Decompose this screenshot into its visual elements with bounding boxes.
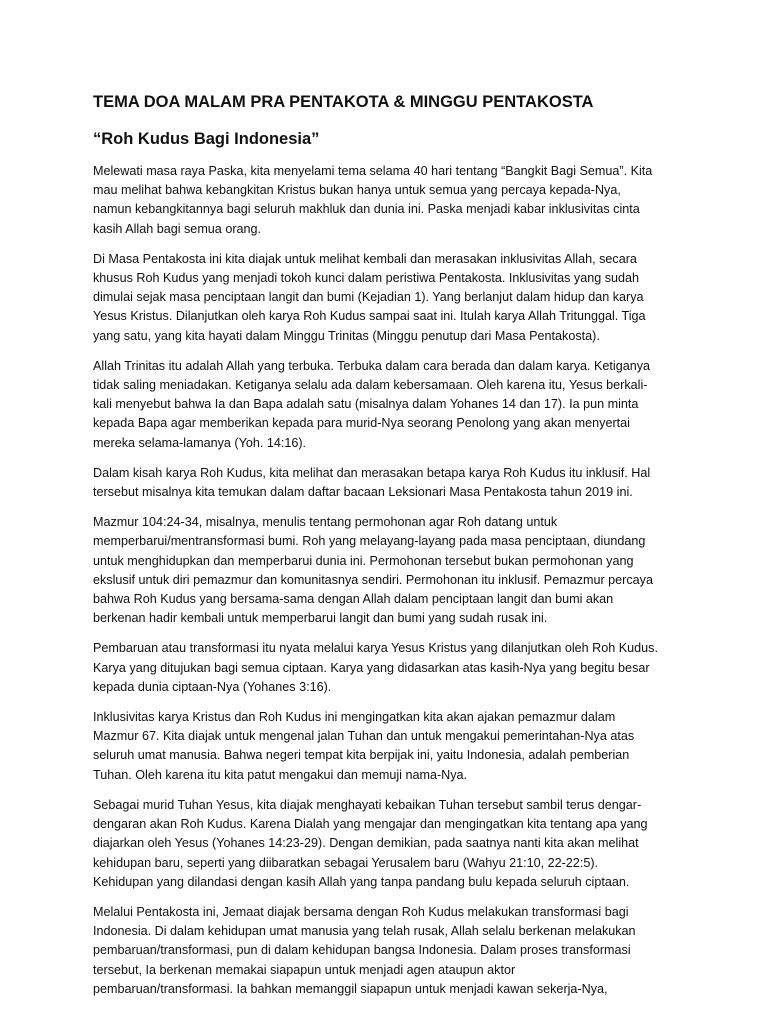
paragraph-line: tidak saling meniadakan. Ketiganya selalu ada dalam kebersamaan. Oleh karena itu, Yesus berkali- — [93, 378, 648, 393]
paragraph-line: tersebut, Ia berkenan memakai siapapun untuk menjadi agen ataupun aktor — [93, 962, 516, 977]
paragraph — [93, 464, 683, 502]
paragraph — [93, 903, 683, 999]
paragraph-line: Sebagai murid Tuhan Yesus, kita diajak menghayati kebaikan Tuhan tersebut sambil terus dengar- — [93, 797, 642, 812]
paragraph — [93, 708, 683, 785]
paragraph-line: khusus Roh Kudus yang menjadi tokoh kunci dalam peristiwa Pentakosta. Inklusivitas yang sudah — [93, 271, 640, 286]
paragraph-line: Mazmur 104:24-34, misalnya, menulis tentang permohonan agar Roh datang untuk — [93, 515, 558, 530]
paragraph-line: dimulai sejak masa penciptaan langit dan bumi (Kejadian 1). Yang berlanjut dalam hidup dan karya — [93, 290, 644, 305]
paragraph — [93, 162, 683, 239]
paragraph-line: bahwa Roh Kudus yang bersama-sama dengan Allah dalam penciptaan langit dan bumi akan — [93, 592, 614, 607]
paragraph-line: Melalui Pentakosta ini, Jemaat diajak bersama dengan Roh Kudus melakukan transformasi bagi — [93, 904, 629, 919]
paragraph-line: yang satu, yang kita hayati dalam Minggu Trinitas (Minggu penutup dari Masa Pentakosta). — [93, 328, 600, 343]
paragraph-line: Inklusivitas karya Kristus dan Roh Kudus ini mengingatkan kita akan ajakan pemazmur dalam — [93, 710, 616, 725]
paragraph-line: Kehidupan yang dilandasi dengan kasih Allah yang tanpa pandang bulu kepada seluruh ciptaan. — [93, 874, 630, 889]
paragraph-line: berkenan hadir kembali untuk memperbarui langit dan bumi yang sudah rusak ini. — [93, 611, 548, 626]
document-body — [93, 162, 683, 999]
paragraph-line: ekslusif untuk diri pemazmur dan komunitasnya sendiri. Permohonan itu inklusif. Pemazmur percaya — [93, 572, 653, 587]
paragraph-line: memperbarui/mentransformasi bumi. Roh yang melayang-layang pada masa penciptaan, diundang — [93, 534, 646, 549]
paragraph-line: Melewati masa raya Paska, kita menyelami tema selama 40 hari tentang “Bangkit Bagi Semua”. Kita — [93, 164, 653, 178]
paragraph-line: mau melihat bahwa kebangkitan Kristus bukan hanya untuk semua yang percaya kepada-Nya, — [93, 183, 621, 198]
paragraph-line: tersebut misalnya kita temukan dalam daftar bacaan Leksionari Masa Pentakosta tahun 2019 ini. — [93, 485, 633, 500]
paragraph-line: namun kebangkitannya bagi seluruh makhluk dan dunia ini. Paska menjadi kabar inklusivitas cinta — [93, 202, 640, 217]
paragraph-line: kehidupan baru, seperti yang diibaratkan sebagai Yerusalem baru (Wahyu 21:10, 22-22:5). — [93, 855, 599, 870]
paragraph-line: dengaran akan Roh Kudus. Karena Dialah yang mengajar dan mengingatkan kita tentang apa yang — [93, 817, 648, 832]
document-subtitle: “Roh Kudus Bagi Indonesia” — [93, 130, 320, 148]
paragraph-line: kepada Bapa agar memberikan kepada para murid-Nya seorang Penolong yang akan menyertai — [93, 416, 630, 431]
paragraph-line: pembaruan/transformasi. Ia bahkan memanggil siapapun untuk menjadi kawan sekerja-Nya, — [93, 981, 608, 996]
paragraph-line: Karya yang ditujukan bagi semua ciptaan. Karya yang didasarkan atas kasih-Nya yang begitu besar — [93, 660, 650, 675]
paragraph — [93, 639, 683, 697]
document-page — [93, 91, 683, 1010]
paragraph-line: untuk menghidupkan dan memperbarui dunia ini. Permohonan tersebut bukan permohonan yang — [93, 553, 634, 568]
paragraph — [93, 357, 683, 453]
paragraph-line: pembaruan/transformasi, pun di dalam kehidupan bangsa Indonesia. Dalam proses transformasi — [93, 943, 631, 958]
paragraph-line: seluruh umat manusia. Bahwa negeri tempat kita berpijak ini, yaitu Indonesia, adalah pemberian — [93, 748, 630, 763]
paragraph — [93, 513, 683, 628]
paragraph-line: Allah Trinitas itu adalah Allah yang terbuka. Terbuka dalam cara berada dan dalam karya. Ketiganya — [93, 358, 651, 373]
paragraph-line: Mazmur 67. Kita diajak untuk mengenal jalan Tuhan dan untuk mengakui pemerintahan-Nya atas — [93, 729, 635, 744]
document-title: TEMA DOA MALAM PRA PENTAKOTA & MINGGU PENTAKOSTA — [93, 93, 594, 111]
paragraph-line: kasih Allah bagi semua orang. — [93, 221, 262, 236]
paragraph-line: Dalam kisah karya Roh Kudus, kita melihat dan merasakan betapa karya Roh Kudus itu inklusif. Hal — [93, 465, 651, 480]
paragraph — [93, 796, 683, 892]
paragraph-line: Tuhan. Oleh karena itu kita patut mengakui dan memuji nama-Nya. — [93, 767, 468, 782]
paragraph-line: Di Masa Pentakosta ini kita diajak untuk melihat kembali dan merasakan inklusivitas Allah, secara — [93, 251, 637, 266]
paragraph — [93, 250, 683, 346]
paragraph-line: Yesus Kristus. Dilanjutkan oleh karya Roh Kudus sampai saat ini. Itulah karya Allah Tritunggal. Tiga — [93, 309, 646, 324]
paragraph-line: kali menyebut bahwa Ia dan Bapa adalah satu (misalnya dalam Yohanes 14 dan 17). Ia pun minta — [93, 397, 639, 412]
paragraph-line: Indonesia. Di dalam kehidupan umat manusia yang telah rusak, Allah selalu berkenan melakukan — [93, 924, 636, 939]
paragraph-line: diajarkan oleh Yesus (Yohanes 14:23-29). Dengan demikian, pada saatnya nanti kita akan melihat — [93, 836, 639, 851]
paragraph-line: Pembaruan atau transformasi itu nyata melalui karya Yesus Kristus yang dilanjutkan oleh Roh Kudus. — [93, 641, 658, 656]
paragraph-line: mereka selama-lamanya (Yoh. 14:16). — [93, 435, 307, 450]
paragraph-line: kepada dunia ciptaan-Nya (Yohanes 3:16). — [93, 679, 332, 694]
